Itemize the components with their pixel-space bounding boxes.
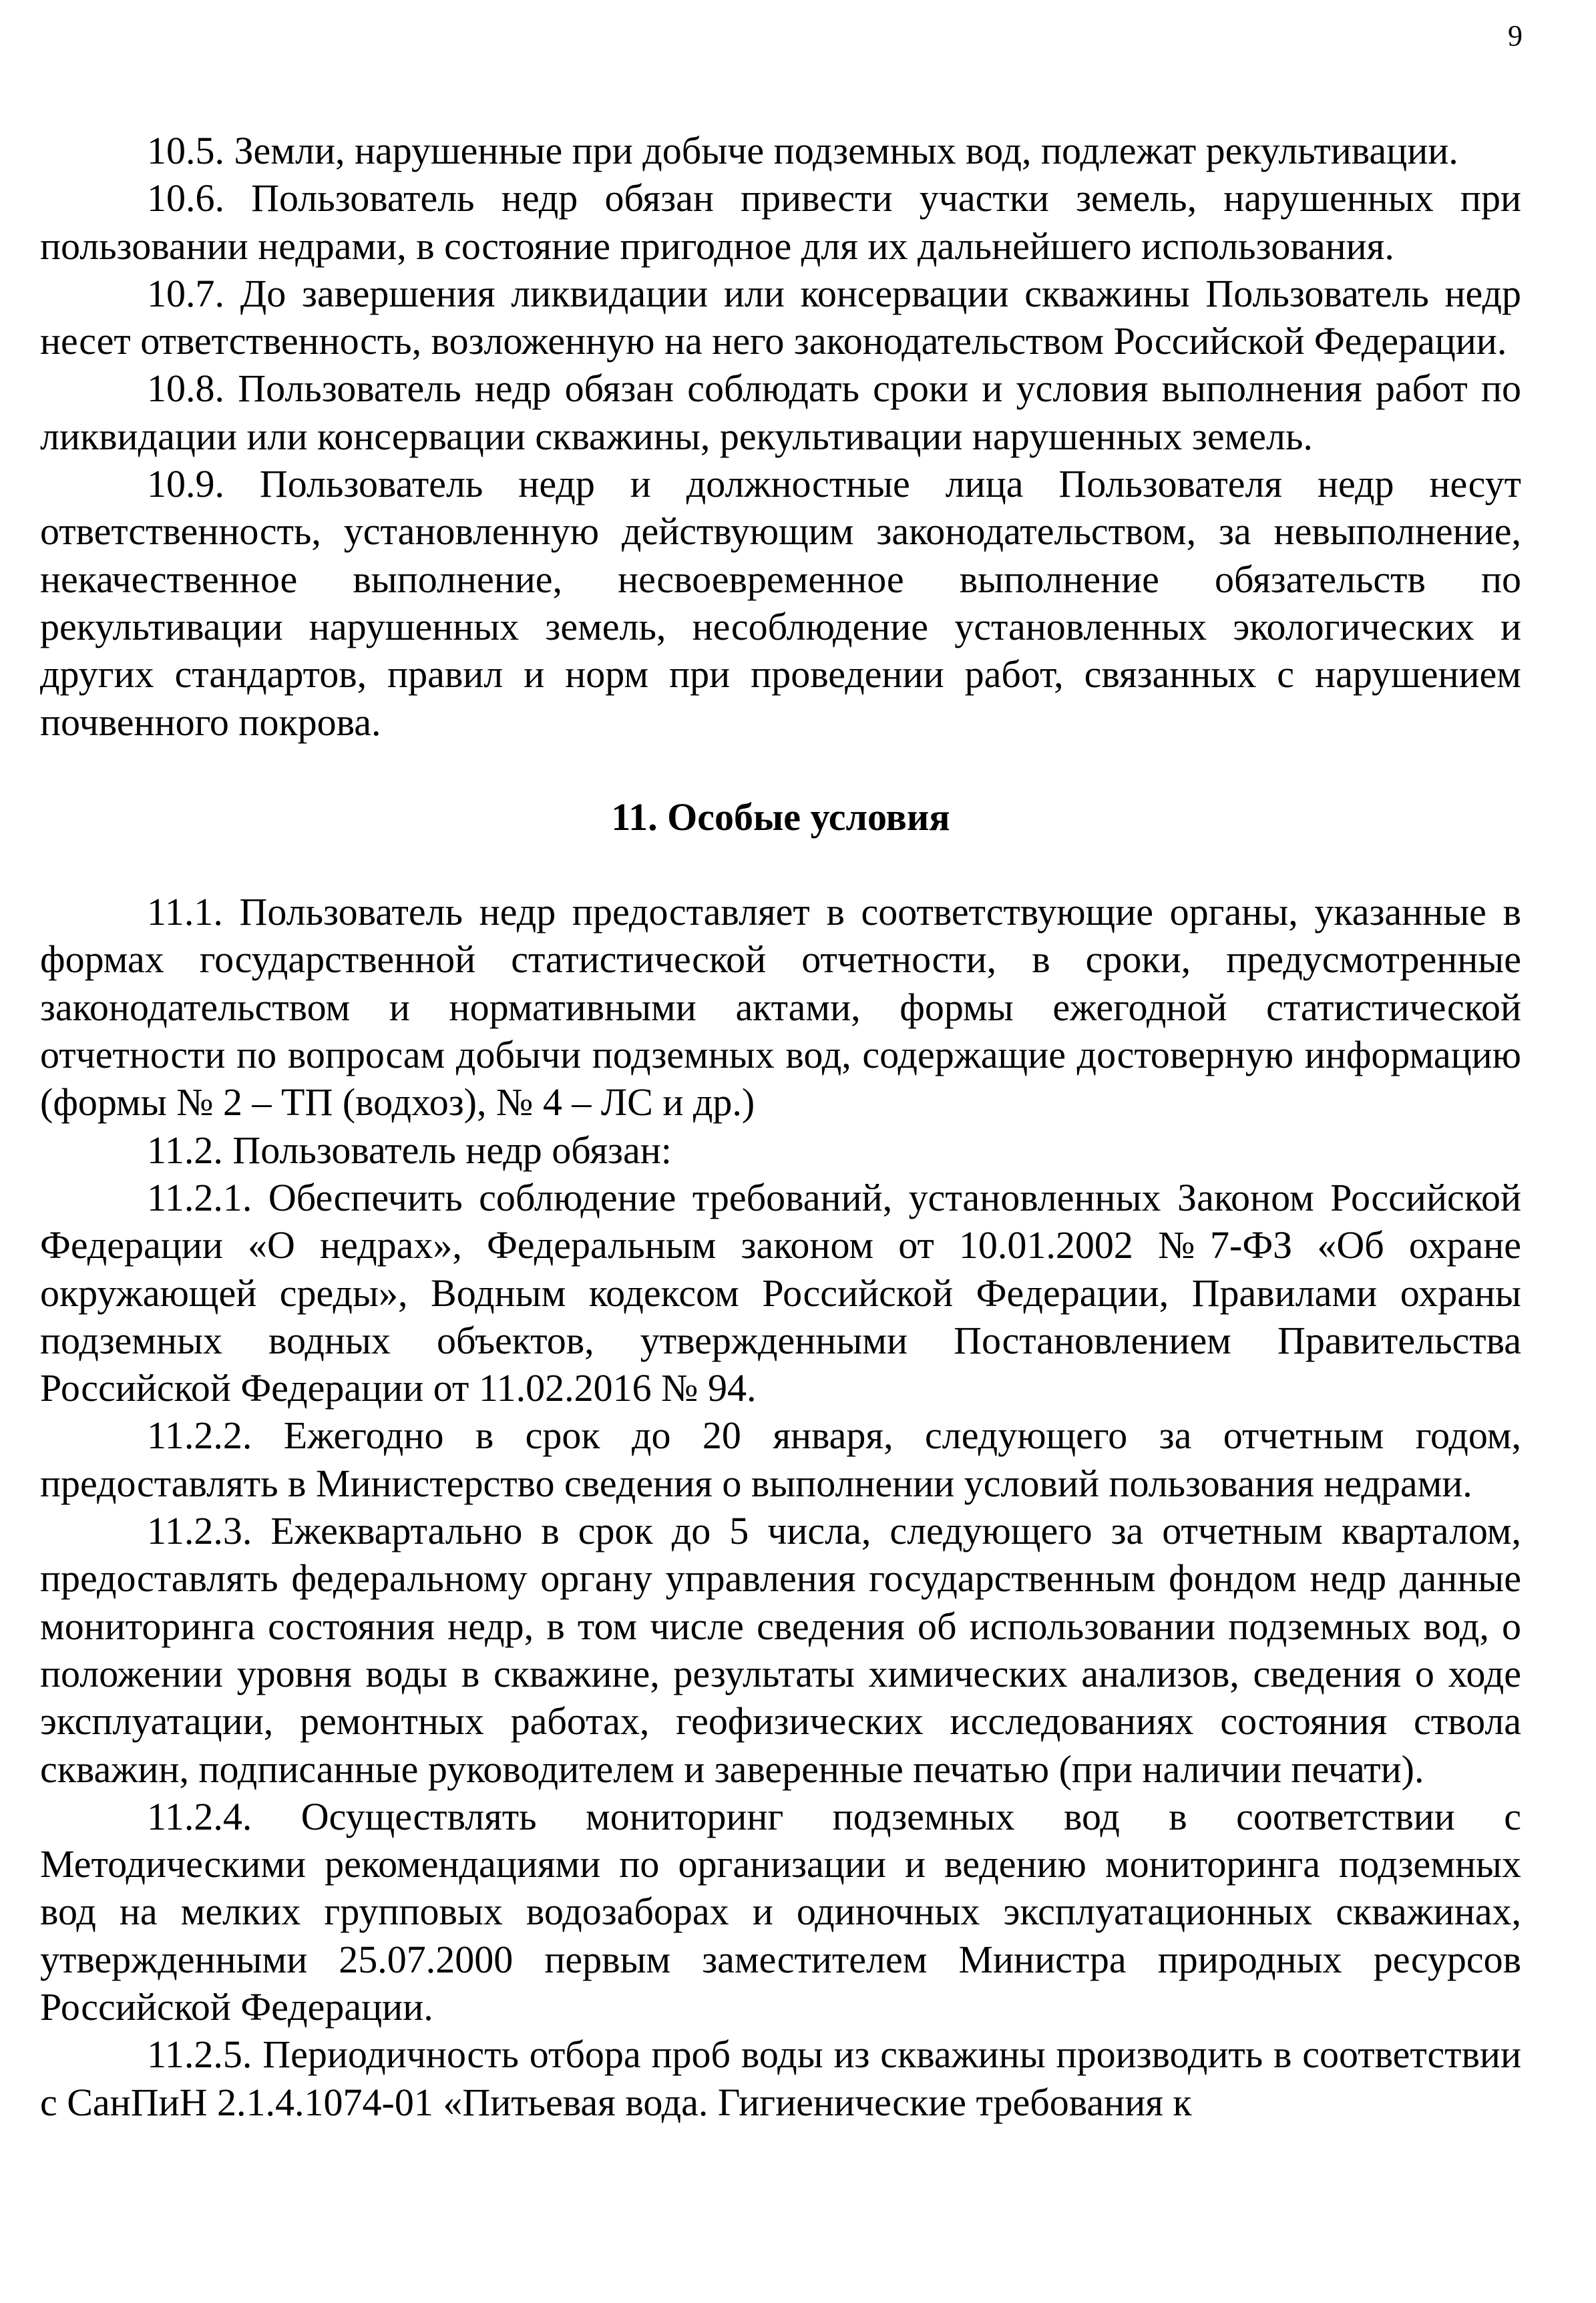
- clause-11-2-2: 11.2.2. Ежегодно в срок до 20 января, следующего за отчетным годом, предоставлять в Министерство сведения о выполнении условий пользования недрами.: [40, 1414, 1521, 1505]
- clause-10-5: 10.5. Земли, нарушенные при добыче подземных вод, подлежат рекультивации.: [147, 129, 1458, 172]
- document-body: [40, 127, 1521, 2126]
- clause-11-1: 11.1. Пользователь недр предоставляет в соответствующие органы, указанные в формах государственной статистической отчетности, в сроки, предусмотренные законодательством и нормативными актами, формы ежегодной статистической отчетности по вопросам добычи подземных вод, содержащие достоверную информацию (формы № 2 – ТП (водхоз), № 4 – ЛС и др.): [40, 890, 1521, 1124]
- clause-11-2-4: 11.2.4. Осуществлять мониторинг подземных вод в соответствии с Методическими рекомендациями по организации и ведению мониторинга подземных вод на мелких групповых водозаборах и одиночных эксплуатационных скважинах, утвержденными 25.07.2000 первым заместителем Министра природных ресурсов Российской Федерации.: [40, 1794, 1521, 2029]
- clause-10-8: 10.8. Пользователь недр обязан соблюдать сроки и условия выполнения работ по ликвидации или консервации скважины, рекультивации нарушенных земель.: [40, 367, 1521, 458]
- clause-10-7: 10.7. До завершения ликвидации или консервации скважины Пользователь недр несет ответственность, возложенную на него законодательством Российской Федерации.: [40, 271, 1521, 363]
- clause-10-9: 10.9. Пользователь недр и должностные лица Пользователя недр несут ответственность, установленную действующим законодательством, за невыполнение, некачественное выполнение, несвоевременное выполнение обязательств по рекультивации нарушенных земель, несоблюдение установленных экологических и других стандартов, правил и норм при проведении работ, связанных с нарушением почвенного покрова.: [40, 462, 1521, 744]
- clause-10-6: 10.6. Пользователь недр обязан привести участки земель, нарушенных при пользовании недрами, в состояние пригодное для их дальнейшего использования.: [40, 176, 1521, 268]
- section-heading: 11. Особые условия: [611, 795, 950, 839]
- clause-11-2-5: 11.2.5. Периодичность отбора проб воды из скважины производить в соответствии с СанПиН 2.1.4.1074-01 «Питьевая вода. Гигиенические требования к: [40, 2033, 1521, 2124]
- clause-11-2: 11.2. Пользователь недр обязан:: [147, 1128, 672, 1172]
- clause-11-2-1: 11.2.1. Обеспечить соблюдение требований, установленных Законом Российской Федерации «О недрах», Федеральным законом от 10.01.2002 №7-ФЗ «Об охране окружающей среды», Водным кодексом Российской Федерации, Правилами охраны подземных водных объектов, утвержденными Постановлением Правительства Российской Федерации от 11.02.2016 № 94.: [40, 1175, 1521, 1410]
- clause-11-2-3: 11.2.3. Ежеквартально в срок до 5 числа, следующего за отчетным кварталом, предоставлять федеральному органу управления государственным фондом недр данные мониторинга состояния недр, в том числе сведения об использовании подземных вод, о положении уровня воды в скважине, результаты химических анализов, сведения о ходе эксплуатации, ремонтных работах, геофизических исследованиях состояния ствола скважин, подписанные руководителем и заверенные печатью (при наличии печати).: [40, 1509, 1521, 1791]
- page-number: 9: [1508, 19, 1523, 52]
